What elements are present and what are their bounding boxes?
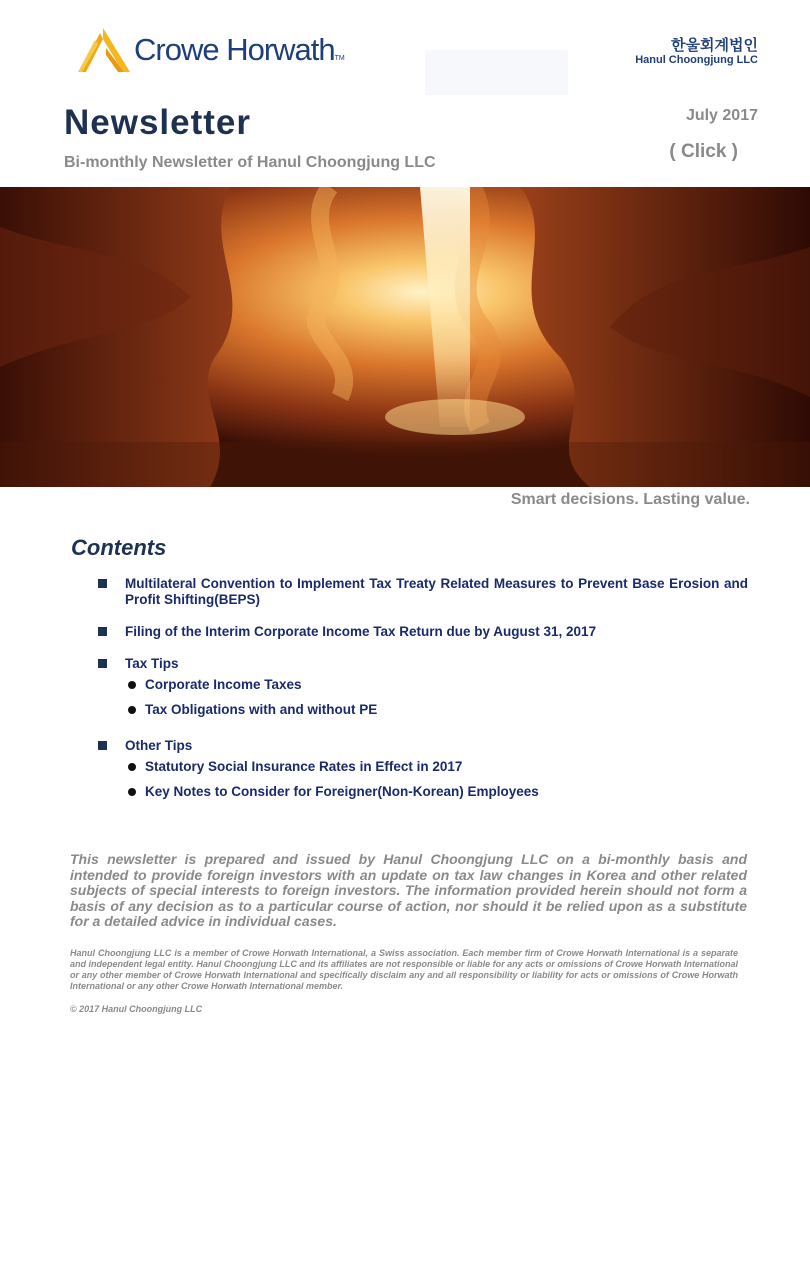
firm-name-english: Hanul Choongjung LLC (635, 54, 758, 66)
crowe-chevron-logo-icon (76, 28, 130, 74)
crowe-horwath-logo[interactable] (76, 28, 366, 74)
round-bullet-icon (128, 788, 136, 796)
header-blank-panel (425, 50, 568, 95)
membership-notice: Hanul Choongjung LLC is a member of Crowe Horwath International, a Swiss association. Each member firm of Crowe Horwath International is a separate and independent legal entity. Hanul Choongjung LLC and its affiliates are not responsible or liable for any acts or omissions of Crowe Horwath International or any other member of Crowe Horwath International and specifically disclaim any and all responsibility or liability for acts or omissions of Crowe Horwath International or any other Crowe Horwath International member. (70, 948, 738, 991)
copyright-notice: © 2017 Hanul Choongjung LLC (70, 1004, 203, 1014)
hero-canyon-image (0, 187, 810, 487)
round-bullet-icon (128, 706, 136, 714)
contents-item-tax-tips[interactable] (98, 656, 748, 674)
square-bullet-icon (98, 659, 107, 668)
contents-item-beps[interactable] (98, 576, 748, 610)
contents-item-label: Multilateral Convention to Implement Tax Treaty Related Measures to Prevent Base Erosion and Profit Shifting(BEPS) (125, 576, 748, 607)
square-bullet-icon (98, 579, 107, 588)
round-bullet-icon (128, 681, 136, 689)
square-bullet-icon (98, 627, 107, 636)
click-link[interactable]: ( Click ) (669, 141, 738, 162)
firm-logo[interactable] (635, 37, 758, 67)
newsletter-subtitle: Bi-monthly Newsletter of Hanul Choongjung LLC (64, 154, 436, 171)
square-bullet-icon (98, 741, 107, 750)
contents-item-label: Filing of the Interim Corporate Income Tax Return due by August 31, 2017 (125, 624, 597, 639)
contents-subitem-corporate-income-taxes[interactable] (98, 677, 748, 695)
canyon-illustration (0, 187, 810, 487)
contents-item-label: Tax Tips (125, 656, 179, 671)
contents-subitem-label: Statutory Social Insurance Rates in Effect in 2017 (145, 759, 463, 774)
round-bullet-icon (128, 763, 136, 771)
contents-heading: Contents (71, 535, 167, 560)
contents-subitem-label: Corporate Income Taxes (145, 677, 302, 692)
firm-name-korean: 한울회계법인 (671, 36, 758, 54)
contents-subitem-label: Tax Obligations with and without PE (145, 702, 378, 717)
newsletter-disclaimer: This newsletter is prepared and issued by Hanul Choongjung LLC on a bi-monthly basis and intended to provide foreign investors with an update on tax law changes in Korea and other related subjects of special interests to foreign investors. The information provided herein should not form a basis of any decision as to a particular course of action, nor should it be relied upon as a substitute for a detailed advice in individual cases. (70, 851, 747, 929)
contents-item-label: Other Tips (125, 738, 193, 753)
newsletter-title: Newsletter (64, 103, 252, 142)
contents-subitem-tax-obligations-pe[interactable] (98, 702, 748, 720)
issue-date: July 2017 (685, 107, 758, 124)
contents-item-interim-cit[interactable] (98, 624, 748, 642)
tagline: Smart decisions. Lasting value. (510, 491, 750, 508)
contents-item-other-tips[interactable] (98, 738, 748, 756)
contents-subitem-label: Key Notes to Consider for Foreigner(Non-Korean) Employees (145, 784, 539, 799)
trademark-mark: TM (334, 55, 345, 62)
contents-subitem-foreigner-employees[interactable] (98, 784, 748, 802)
contents-subitem-social-insurance-rates[interactable] (98, 759, 748, 777)
brand-name: Crowe HorwathTM (134, 32, 345, 67)
